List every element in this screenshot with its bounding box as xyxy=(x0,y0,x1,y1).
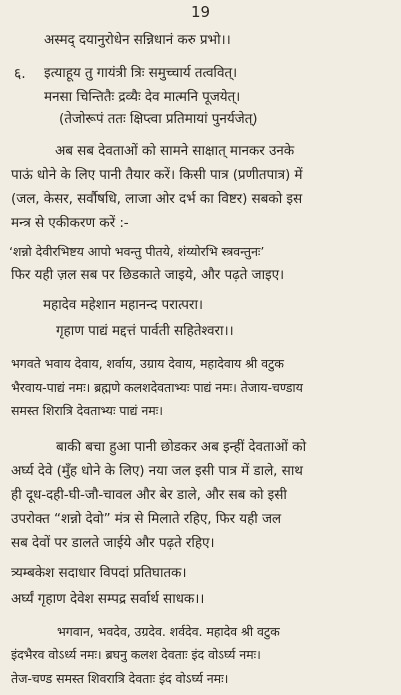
verse-line: इत्याहूय तु गायंत्री त्रिः समुच्चार्य तत्ववित्। xyxy=(44,65,238,81)
verse-line: त्र्यम्बकेश सदाधार विपदां प्रतिघातक। xyxy=(11,565,187,581)
verse-intro-line: अस्मद् दयानुरोधेन सन्निधानं करु प्रभो।। xyxy=(44,32,231,48)
paragraph-line: बाकी बचा हुआ पानी छोडकर अब इन्हीं देवताओं को xyxy=(56,439,306,455)
mantra-line: भैरवाय-पाद्यं नमः। ब्रह्मणे कलशदेवताभ्यः पाद्यं नमः। तेजाय-चण्डाय xyxy=(11,380,303,395)
verse-line: अर्घ्यं गृहाण देवेश सम्पद्र सर्वार्थ साधक।। xyxy=(11,591,205,607)
mantra-line: भगवते भवाय देवाय, शर्वाय, उग्राय देवाय, महादेवाय श्री वटुक xyxy=(11,356,284,371)
paragraph-line: सब देवों पर डालते जाईये और पढ़ते रहिए। xyxy=(11,535,215,551)
paragraph-line: उपरोक्त “शन्नो देवो” मंत्र से मिलाते रहिए, फिर यही जल xyxy=(11,511,282,527)
paragraph-line: फिर यही ज़ल सब पर छिडकाते जाइये, और पढ़ते जाइए। xyxy=(11,267,285,283)
mantra-line: ‘शन्नो देवीरभिष्टय आपो भवन्तु पीतये, शंय्योरभि स्त्रवन्तुनः’ xyxy=(9,244,265,259)
paragraph-line: ही दूध-दही-घी-जौ-चावल और बेर डाले, और सब को इसी xyxy=(11,487,287,503)
paragraph-line: (जल, केसर, सर्वौषधि, लाजा ओर दर्भ का विष्टर) सबको इस xyxy=(11,191,303,207)
mantra-line: तेज-चण्ड समस्त शिवरात्रि देवताः इंद वोऽर्घ्य नमः। xyxy=(11,671,229,686)
page-number: 19 xyxy=(190,3,211,21)
paragraph-line: मन्त्र से एकीकरण करें :- xyxy=(11,215,129,231)
paragraph-line: अर्घ्य देवे (मुँह धोने के लिए) नया जल इसी पात्र में डाले, साथ xyxy=(11,463,303,479)
verse-line: महादेव महेशान महानन्द परात्परा। xyxy=(43,297,203,313)
mantra-line: भगवान, भवदेव, उग्रदेव. शर्वदेव. महादेव श्री वटुक xyxy=(57,624,280,639)
mantra-line: समस्त शिरात्रि देवताभ्यः पाद्यं नमः। xyxy=(11,403,163,418)
verse-line: (तेजोरूपं ततः क्षिप्त्वा प्रतिमायां पुनर्यजेत्) xyxy=(59,111,258,127)
paragraph-line: पाऊं धोने के लिए पानी तैयार करें। किसी पात्र (प्रणीतपात्र) में xyxy=(11,167,303,183)
mantra-line: इंदभैरव वोऽर्ध्य नमः। ब्रघनु कलश देवताः इंद वोऽर्घ्य नमः। xyxy=(11,647,261,662)
paragraph-line: अब सब देवताओं को सामने साक्षात् मानकर उनके xyxy=(55,143,295,159)
verse-line: गृहाण पाद्यं मद्दत्तं पार्वती सहितेश्वरा।। xyxy=(56,323,234,339)
verse-number: ६. xyxy=(14,66,26,82)
verse-line: मनसा चिन्तितैः द्रव्यैः देव मात्मनि पूजयेत्। xyxy=(44,89,241,105)
